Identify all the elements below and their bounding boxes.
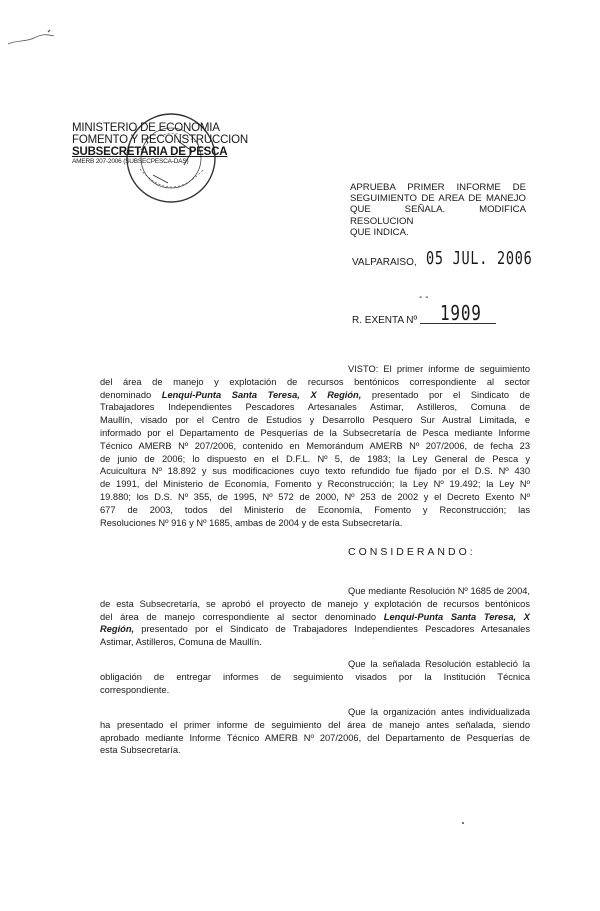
visto-line: Acuicultura Nº 18.892 y sus modificaciones cuyo texto refundido fue fijado por el D.S. Nº 430	[100, 466, 530, 477]
considerando-paragraph-3	[100, 706, 530, 757]
sector-name: Lenqui-Punta Santa Teresa, X Región,	[161, 389, 362, 400]
handwritten-dashes: - -	[419, 292, 429, 303]
letterhead	[72, 122, 252, 166]
c3-line: Que la organización antes individualizada	[348, 707, 530, 717]
visto-line: Maullín, visado por el Centro de Estudios y Desarrollo Pesquero Sur Austral Limitada, e	[100, 415, 530, 426]
visto-line: VISTO: El primer informe de seguimiento	[348, 364, 530, 374]
number-underline	[420, 323, 496, 324]
visto-line: informado por el Departamento de Pesquerías de la Subsecretaría de Pesca mediante Informe	[100, 427, 530, 438]
considerando-paragraph-1	[100, 585, 530, 649]
visto-line: Técnico AMERB Nº 207/2006, contenido en Memorándum AMERB Nº 207/2006, de fecha 23	[100, 440, 530, 451]
scan-speck	[462, 822, 464, 824]
stamped-date: 05 JUL. 2006	[426, 248, 533, 269]
visto-paragraph	[100, 363, 530, 529]
c1-line: Astimar, Astilleros, Comuna de Maullín.	[100, 637, 262, 648]
visto-line: 677 de 2003, todos del Ministerio de Economía, Fomento y Reconstrucción; las	[100, 504, 530, 515]
handwritten-mark-icon	[6, 26, 76, 52]
visto-line: 19.880; los D.S. Nº 355, de 1995, Nº 572 de 2000, Nº 253 de 2002 y el Decreto Exento Nº	[100, 491, 530, 502]
resolution-summary	[350, 182, 526, 238]
visto-line: de junio de 2006; lo dispuesto en el D.F.L. Nº 5, de 1983; la Ley General de Pesca y	[100, 453, 530, 464]
letterhead-department: FOMENTO Y RECONSTRUCCION	[72, 134, 249, 146]
c1-line: de esta Subsecretaría, se aprobó el proyecto de manejo y explotación de recursos bentónicos	[100, 598, 530, 609]
visto-line: Resoluciones Nº 916 y Nº 1685, ambas de 2004 y de esta Subsecretaría.	[100, 517, 403, 528]
visto-line: Trabajadores Independientes Pescadores Artesanales Astimar, Astilleros, Comuna de	[100, 402, 530, 413]
summary-line: QUE INDICA.	[350, 226, 409, 238]
considerando-heading: CONSIDERANDO:	[348, 546, 476, 558]
c1-line: Que mediante Resolución Nº 1685 de 2004,	[348, 586, 530, 596]
letterhead-subsecretaria: SUBSECRETARIA DE PESCA	[72, 146, 228, 158]
resolution-number: 1909	[440, 301, 482, 325]
c2-line: obligación de entregar informes de seguimiento visados por la Institución Técnica	[100, 671, 530, 682]
summary-line: APRUEBA PRIMER INFORME DE	[350, 182, 526, 193]
c1-line: del área de manejo correspondiente al sector denominado	[100, 611, 377, 622]
visto-line: de 1991, del Ministerio de Economía, Fomento y Reconstrucción; la Ley Nº 19.492; la Ley Nº	[100, 479, 530, 490]
summary-line: SEGUIMIENTO DE AREA DE MANEJO	[350, 193, 526, 205]
visto-line: del área de manejo y explotación de recursos bentónicos correspondiente al sector	[100, 376, 530, 387]
c2-line: Que la señalada Resolución estableció la	[348, 659, 530, 669]
c1-line: presentado por el Sindicato de Trabajadores Independientes Pescadores Artesanales	[141, 624, 530, 635]
visto-line-prefix: denominado	[100, 389, 152, 400]
exenta-label: R. EXENTA Nº	[352, 315, 418, 326]
c3-line: ha presentado el primer informe de seguimiento del área de manejo antes señalada, siendo	[100, 719, 530, 730]
visto-line-suffix: presentado por el Sindicato de	[371, 389, 530, 400]
summary-line: QUE SEÑALA. MODIFICA RESOLUCION	[350, 204, 526, 227]
letterhead-reference: AMERB 207-2006 (SUBSECPESCA-DAS)	[72, 158, 189, 165]
region-name: Región,	[100, 624, 135, 635]
place-label: VALPARAISO,	[352, 257, 417, 268]
letterhead-ministry: MINISTERIO DE ECONOMIA	[72, 122, 220, 134]
c2-line: correspondiente.	[100, 684, 170, 695]
considerando-paragraph-2	[100, 658, 530, 696]
sector-name: Lenqui-Punta Santa Teresa, X	[383, 611, 530, 622]
c3-line: aprobado mediante Informe Técnico AMERB Nº 207/2006, del Departamento de Pesquerías de	[100, 732, 530, 743]
c3-line: esta Subsecretaría.	[100, 745, 181, 756]
